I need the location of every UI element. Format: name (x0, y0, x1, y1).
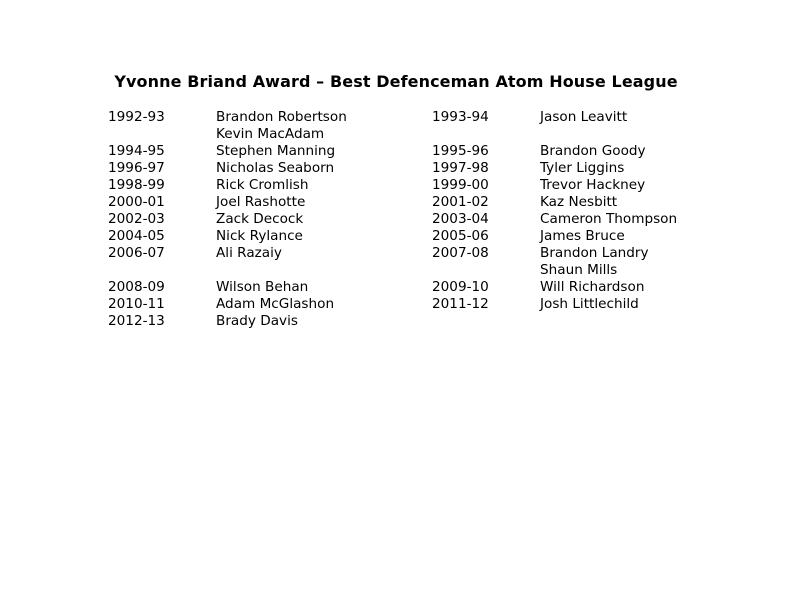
table-row (108, 228, 708, 245)
winner-right: Kaz Nesbitt (540, 194, 618, 210)
season-right: 1995-96 (432, 143, 489, 159)
table-row (108, 279, 708, 296)
winner-left: Kevin MacAdam (216, 126, 325, 142)
winner-left: Joel Rashotte (216, 194, 306, 210)
table-row (108, 177, 708, 194)
season-right: 2011-12 (432, 296, 489, 312)
winner-right: Cameron Thompson (540, 211, 678, 227)
page-title: Yvonne Briand Award – Best Defenceman Atom House League (114, 72, 678, 91)
season-right: 1997-98 (432, 160, 489, 176)
winner-left: Rick Cromlish (216, 177, 309, 193)
winner-left: Stephen Manning (216, 143, 336, 159)
winner-left: Zack Decock (216, 211, 304, 227)
table-row (108, 262, 708, 279)
winner-right: James Bruce (540, 228, 625, 244)
winner-left: Wilson Behan (216, 279, 309, 295)
season-right: 2005-06 (432, 228, 489, 244)
season-left: 2008-09 (108, 279, 165, 295)
winner-left: Brady Davis (216, 313, 298, 329)
winner-right: Tyler Liggins (540, 160, 625, 176)
season-right: 2003-04 (432, 211, 489, 227)
winner-left: Nicholas Seaborn (216, 160, 335, 176)
season-left: 2012-13 (108, 313, 165, 329)
table-row (108, 245, 708, 262)
winner-right: Will Richardson (540, 279, 645, 295)
season-left: 1994-95 (108, 143, 165, 159)
table-row (108, 194, 708, 211)
table-row (108, 160, 708, 177)
season-right: 1999-00 (432, 177, 489, 193)
award-winners-table (108, 109, 708, 330)
table-row (108, 109, 708, 126)
table-row (108, 313, 708, 330)
winner-left: Adam McGlashon (216, 296, 335, 312)
season-left: 2004-05 (108, 228, 165, 244)
season-left: 2010-11 (108, 296, 165, 312)
season-left: 2000-01 (108, 194, 165, 210)
winner-right: Brandon Goody (540, 143, 646, 159)
season-left: 1996-97 (108, 160, 165, 176)
season-left: 2006-07 (108, 245, 165, 261)
table-row (108, 126, 708, 143)
table-row (108, 296, 708, 313)
table-row (108, 211, 708, 228)
season-right: 2007-08 (432, 245, 489, 261)
winner-right: Josh Littlechild (540, 296, 639, 312)
winner-right: Shaun Mills (540, 262, 618, 278)
winner-right: Jason Leavitt (540, 109, 628, 125)
season-right: 1993-94 (432, 109, 489, 125)
season-left: 1992-93 (108, 109, 165, 125)
season-right: 2001-02 (432, 194, 489, 210)
season-left: 2002-03 (108, 211, 165, 227)
table-row (108, 143, 708, 160)
winner-right: Trevor Hackney (540, 177, 646, 193)
winner-left: Brandon Robertson (216, 109, 347, 125)
winner-left: Nick Rylance (216, 228, 303, 244)
winner-right: Brandon Landry (540, 245, 649, 261)
season-left: 1998-99 (108, 177, 165, 193)
winner-left: Ali Razaiy (216, 245, 282, 261)
season-right: 2009-10 (432, 279, 489, 295)
